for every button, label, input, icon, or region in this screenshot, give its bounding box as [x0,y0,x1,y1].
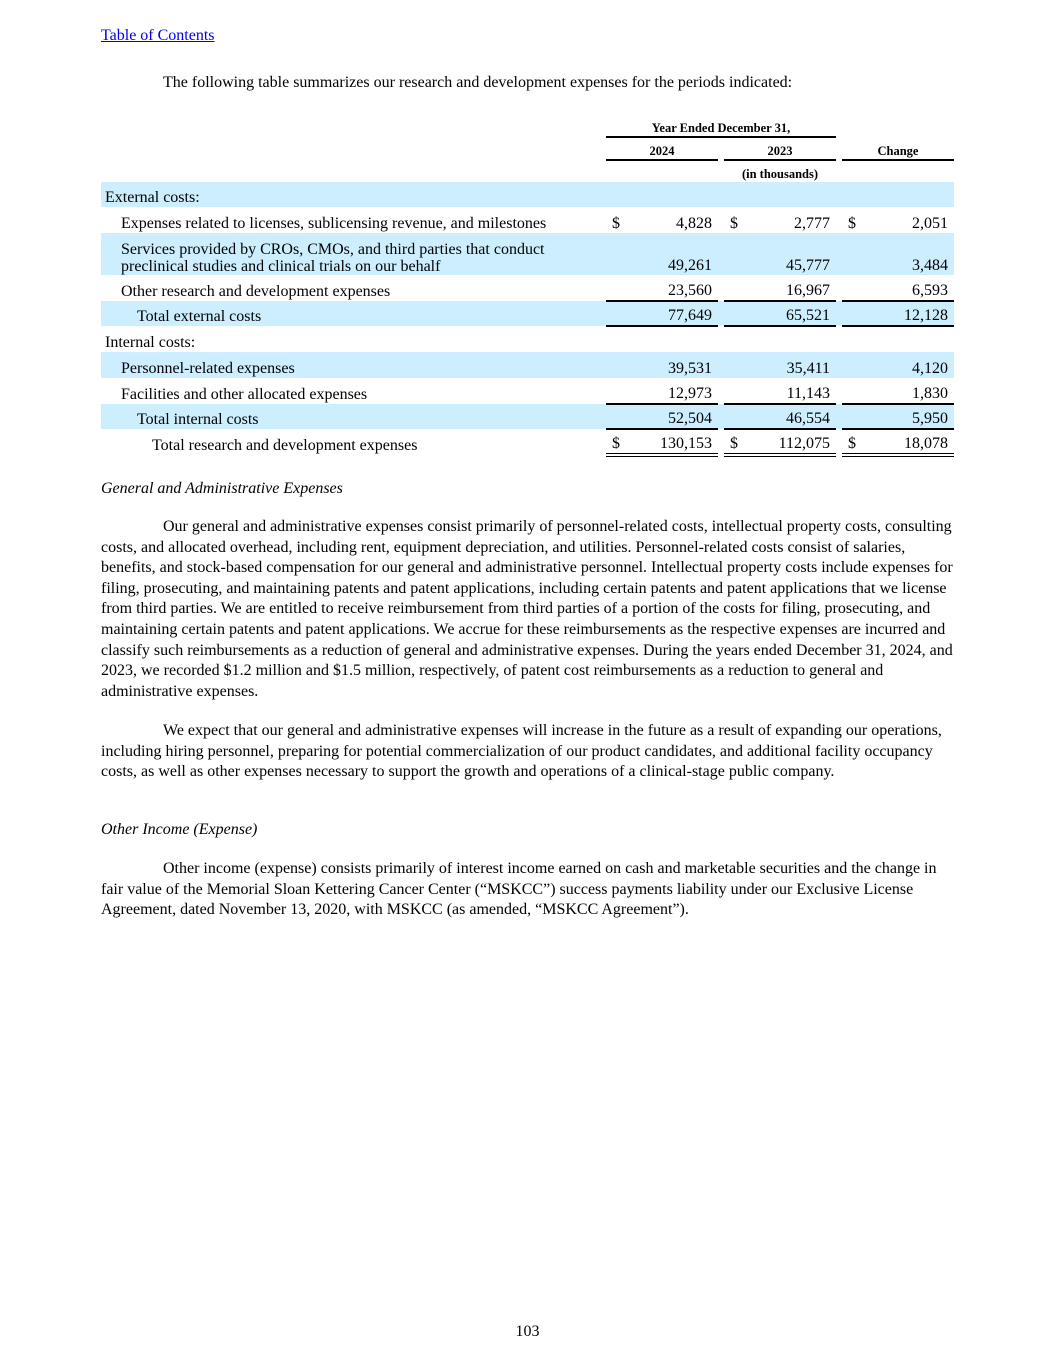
value-change: 6,593 [862,275,954,301]
table-row: Expenses related to licenses, sublicensing revenue, and milestones $ 4,828 $ 2,777 $ 2,051 [101,207,954,233]
value-change: 18,078 [862,429,954,455]
table-row [101,352,954,378]
paragraph: Our general and administrative expenses consist primarily of personnel-related costs, intellectual property costs, consulting costs, and allocated overhead, including rent, equipment depreciation, and utilities. Personnel-related costs consist of salaries, benefits, and stock-based compensation for our general and administrative personnel. Intellectual property costs include expenses for filing, prosecuting, and maintaining patents and patent applications, including certain patents and patent applications that we license from third parties. We are entitled to receive reimbursement from third parties of a portion of the costs for filing, prosecuting, and maintaining certain patents and patent applications. We accrue for these reimbursements as the respective expenses are incurred and classify such reimbursements as a reduction of general and administrative expenses. During the years ended December 31, 2024, and 2023, we recorded $1.2 million and $1.5 million, respectively, of patent cost reimbursements as a reduction to general and administrative expenses. [101,518,953,700]
value-2024: 77,649 [626,301,718,326]
value-change: 3,484 [912,257,948,274]
table-row [101,378,954,404]
table-row [101,275,954,301]
table-row-total: Total research and development expenses $ 130,153 $ 112,075 $ 18,078 [101,429,954,455]
value-2023: 35,411 [786,360,830,377]
row-label: Services provided by CROs, CMOs, and third parties that conduct preclinical studies and clinical trials on our behalf [121,241,545,275]
page-number: 103 [515,1323,540,1340]
row-label: Total research and development expenses [152,437,418,454]
row-label: Total external costs [137,308,262,325]
paragraph: We expect that our general and administrative expenses will increase in the future as a result of expanding our operations, including hiring personnel, preparing for potential commercialization of our product candidates, and additional facility occupancy costs, as well as other expenses necessary to support the growth and operations of a clinical-stage public company. [101,722,942,781]
row-label: External costs: [105,189,200,206]
col-header-2024: 2024 [606,137,718,160]
value-change: 12,128 [862,301,954,326]
col-header-2023: 2023 [724,137,836,160]
value-2024: 130,153 [626,429,718,455]
section-title-g-and-a: General and Administrative Expenses [101,480,343,497]
value-2023: 2,777 [794,215,830,232]
value-2024: 4,828 [676,215,712,232]
table-row [101,326,954,352]
rd-expenses-table [101,117,954,457]
row-label: Facilities and other allocated expenses [121,386,368,403]
value-change: 5,950 [862,404,954,429]
value-2024: 12,973 [626,378,718,404]
table-row [101,404,954,429]
value-change: 4,120 [912,360,948,377]
unit-note: (in thousands) [741,167,819,181]
col-header-change: Change [842,137,954,160]
value-2023: 16,967 [744,275,836,301]
row-label: Total internal costs [137,411,259,428]
value-change: 1,830 [862,378,954,404]
value-2024: 52,504 [626,404,718,429]
table-of-contents-link[interactable]: Table of Contents [101,27,215,44]
value-2023: 112,075 [744,429,836,455]
table-row [101,233,954,275]
value-change: 2,051 [912,215,948,232]
row-label: Personnel-related expenses [121,360,295,377]
year-ended-header: Year Ended December 31, [606,117,836,137]
value-2024: 23,560 [626,275,718,301]
row-label: Internal costs: [105,334,196,351]
value-2023: 11,143 [744,378,836,404]
row-label: Other research and development expenses [121,283,391,300]
section-title-other-income: Other Income (Expense) [101,821,258,838]
table-row [101,182,954,207]
row-label: Expenses related to licenses, sublicensing revenue, and milestones [121,215,547,232]
paragraph: Other income (expense) consists primarily of interest income earned on cash and marketable securities and the change in fair value of the Memorial Sloan Kettering Cancer Center (“MSKCC”) success payments liability under our Exclusive License Agreement, dated November 13, 2020, with MSKCC (as amended, “MSKCC Agreement”). [101,860,937,919]
intro-text: The following table summarizes our research and development expenses for the periods indicated: [163,74,793,91]
value-2023: 46,554 [744,404,836,429]
value-2023: 65,521 [744,301,836,326]
value-2024: 39,531 [668,360,712,377]
table-row [101,301,954,326]
value-2024: 49,261 [668,257,712,274]
value-2023: 45,777 [786,257,830,274]
